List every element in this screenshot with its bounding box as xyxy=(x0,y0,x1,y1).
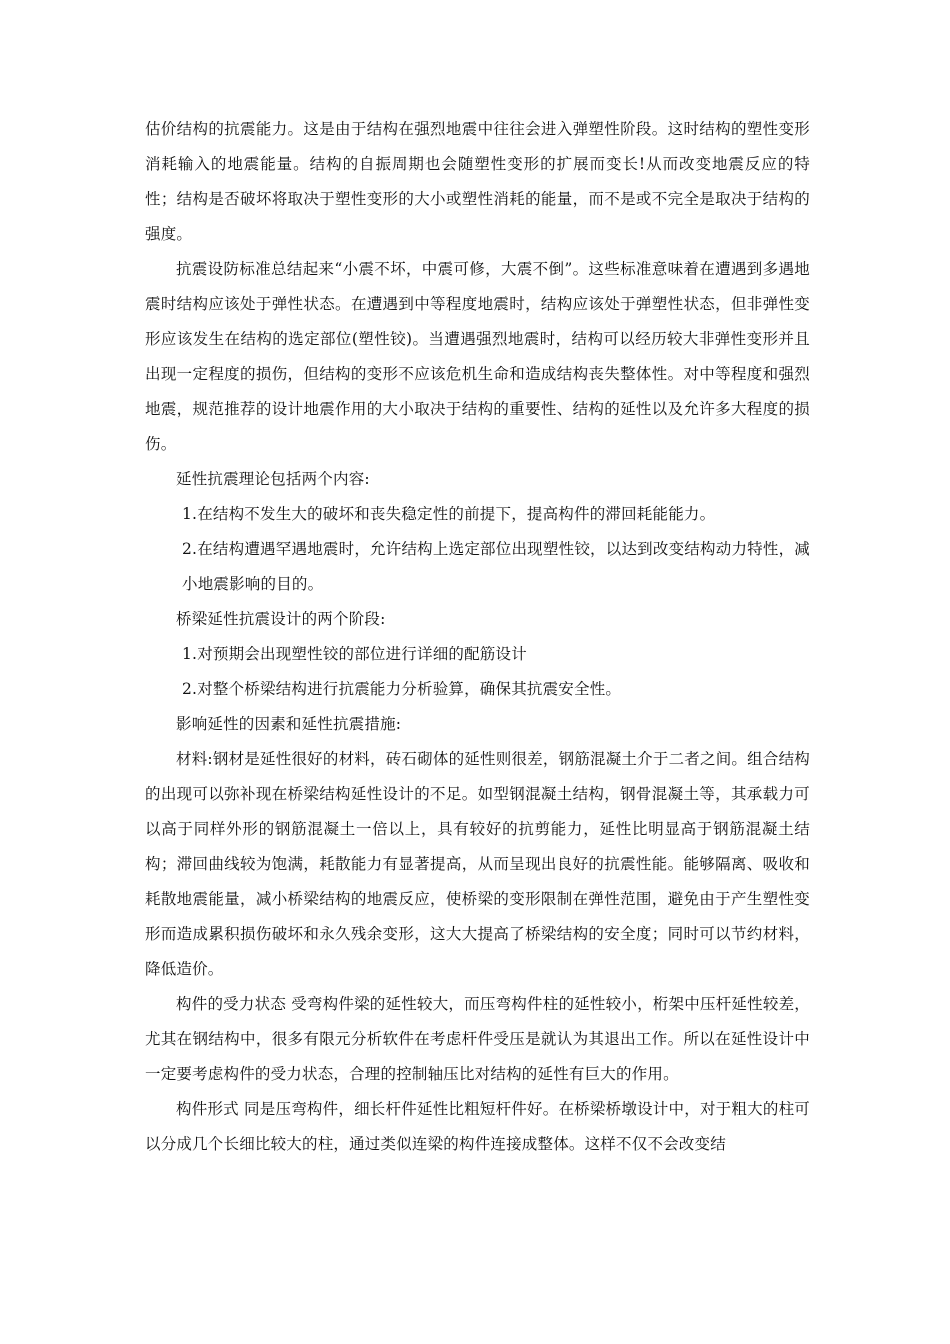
paragraph-factors-heading: 影响延性的因素和延性抗震措施: xyxy=(176,715,402,733)
list-item-stage-1: 1.对预期会出现塑性铰的部位进行详细的配筋设计 xyxy=(182,645,527,663)
list-item-ductility-2: 2.在结构遭遇罕遇地震时，允许结构上选定部位出现塑性铰，以达到改变结构动力特性，减小地震影响的目的。 xyxy=(182,540,810,593)
list-item-ductility-1: 1.在结构不发生大的破坏和丧失稳定性的前提下，提高构件的滞回耗能能力。 xyxy=(182,505,716,523)
paragraph-member-form: 构件形式 同是压弯构件，细长杆件延性比粗短杆件好。在桥梁桥墩设计中，对于粗大的柱可以分成几个长细比较大的柱，通过类似连梁的构件连接成整体。这样不仅不会改变结 xyxy=(145,1100,810,1153)
paragraph-stress-state: 构件的受力状态 受弯构件梁的延性较大，而压弯构件柱的延性较小，桁架中压杆延性较差，尤其在钢结构中，很多有限元分析软件在考虑杆件受压是就认为其退出工作。所以在延性设计中一定要考虑构件的受力状态，合理的控制轴压比对结构的延性有巨大的作用。 xyxy=(145,995,810,1083)
document-page xyxy=(145,112,810,1162)
paragraph-design-stages-heading: 桥梁延性抗震设计的两个阶段: xyxy=(176,610,386,628)
paragraph-ductility-theory-heading: 延性抗震理论包括两个内容: xyxy=(176,470,370,488)
paragraph-seismic-capacity: 估价结构的抗震能力。这是由于结构在强烈地震中往往会进入弹塑性阶段。这时结构的塑性变形消耗输入的地震能量。结构的自振周期也会随塑性变形的扩展而变长!从而改变地震反应的特性；结构是否破坏将取决于塑性变形的大小或塑性消耗的能量，而不是或不完全是取决于结构的强度。 xyxy=(145,120,810,243)
list-item-stage-2: 2.对整个桥梁结构进行抗震能力分析验算，确保其抗震安全性。 xyxy=(182,680,622,698)
paragraph-materials: 材料:钢材是延性很好的材料，砖石砌体的延性则很差，钢筋混凝土介于二者之间。组合结构的出现可以弥补现在桥梁结构延性设计的不足。如型钢混凝土结构，钢骨混凝土等，其承载力可以高于同样外形的钢筋混凝土一倍以上，具有较好的抗剪能力，延性比明显高于钢筋混凝土结构；滞回曲线较为饱满，耗散能力有显著提高，从而呈现出良好的抗震性能。能够隔离、吸收和耗散地震能量，减小桥梁结构的地震反应，使桥梁的变形限制在弹性范围，避免由于产生塑性变形而造成累积损伤破坏和永久残余变形，这大大提高了桥梁结构的安全度；同时可以节约材料，降低造价。 xyxy=(145,750,810,978)
paragraph-fortification-standard: 抗震设防标准总结起来“小震不坏，中震可修，大震不倒”。这些标准意味着在遭遇到多遇地震时结构应该处于弹性状态。在遭遇到中等程度地震时，结构应该处于弹塑性状态，但非弹性变形应该发生在结构的选定部位(塑性铰)。当遭遇强烈地震时，结构可以经历较大非弹性变形并且出现一定程度的损伤，但结构的变形不应该危机生命和造成结构丧失整体性。对中等程度和强烈地震，规范推荐的设计地震作用的大小取决于结构的重要性、结构的延性以及允许多大程度的损伤。 xyxy=(145,260,810,453)
